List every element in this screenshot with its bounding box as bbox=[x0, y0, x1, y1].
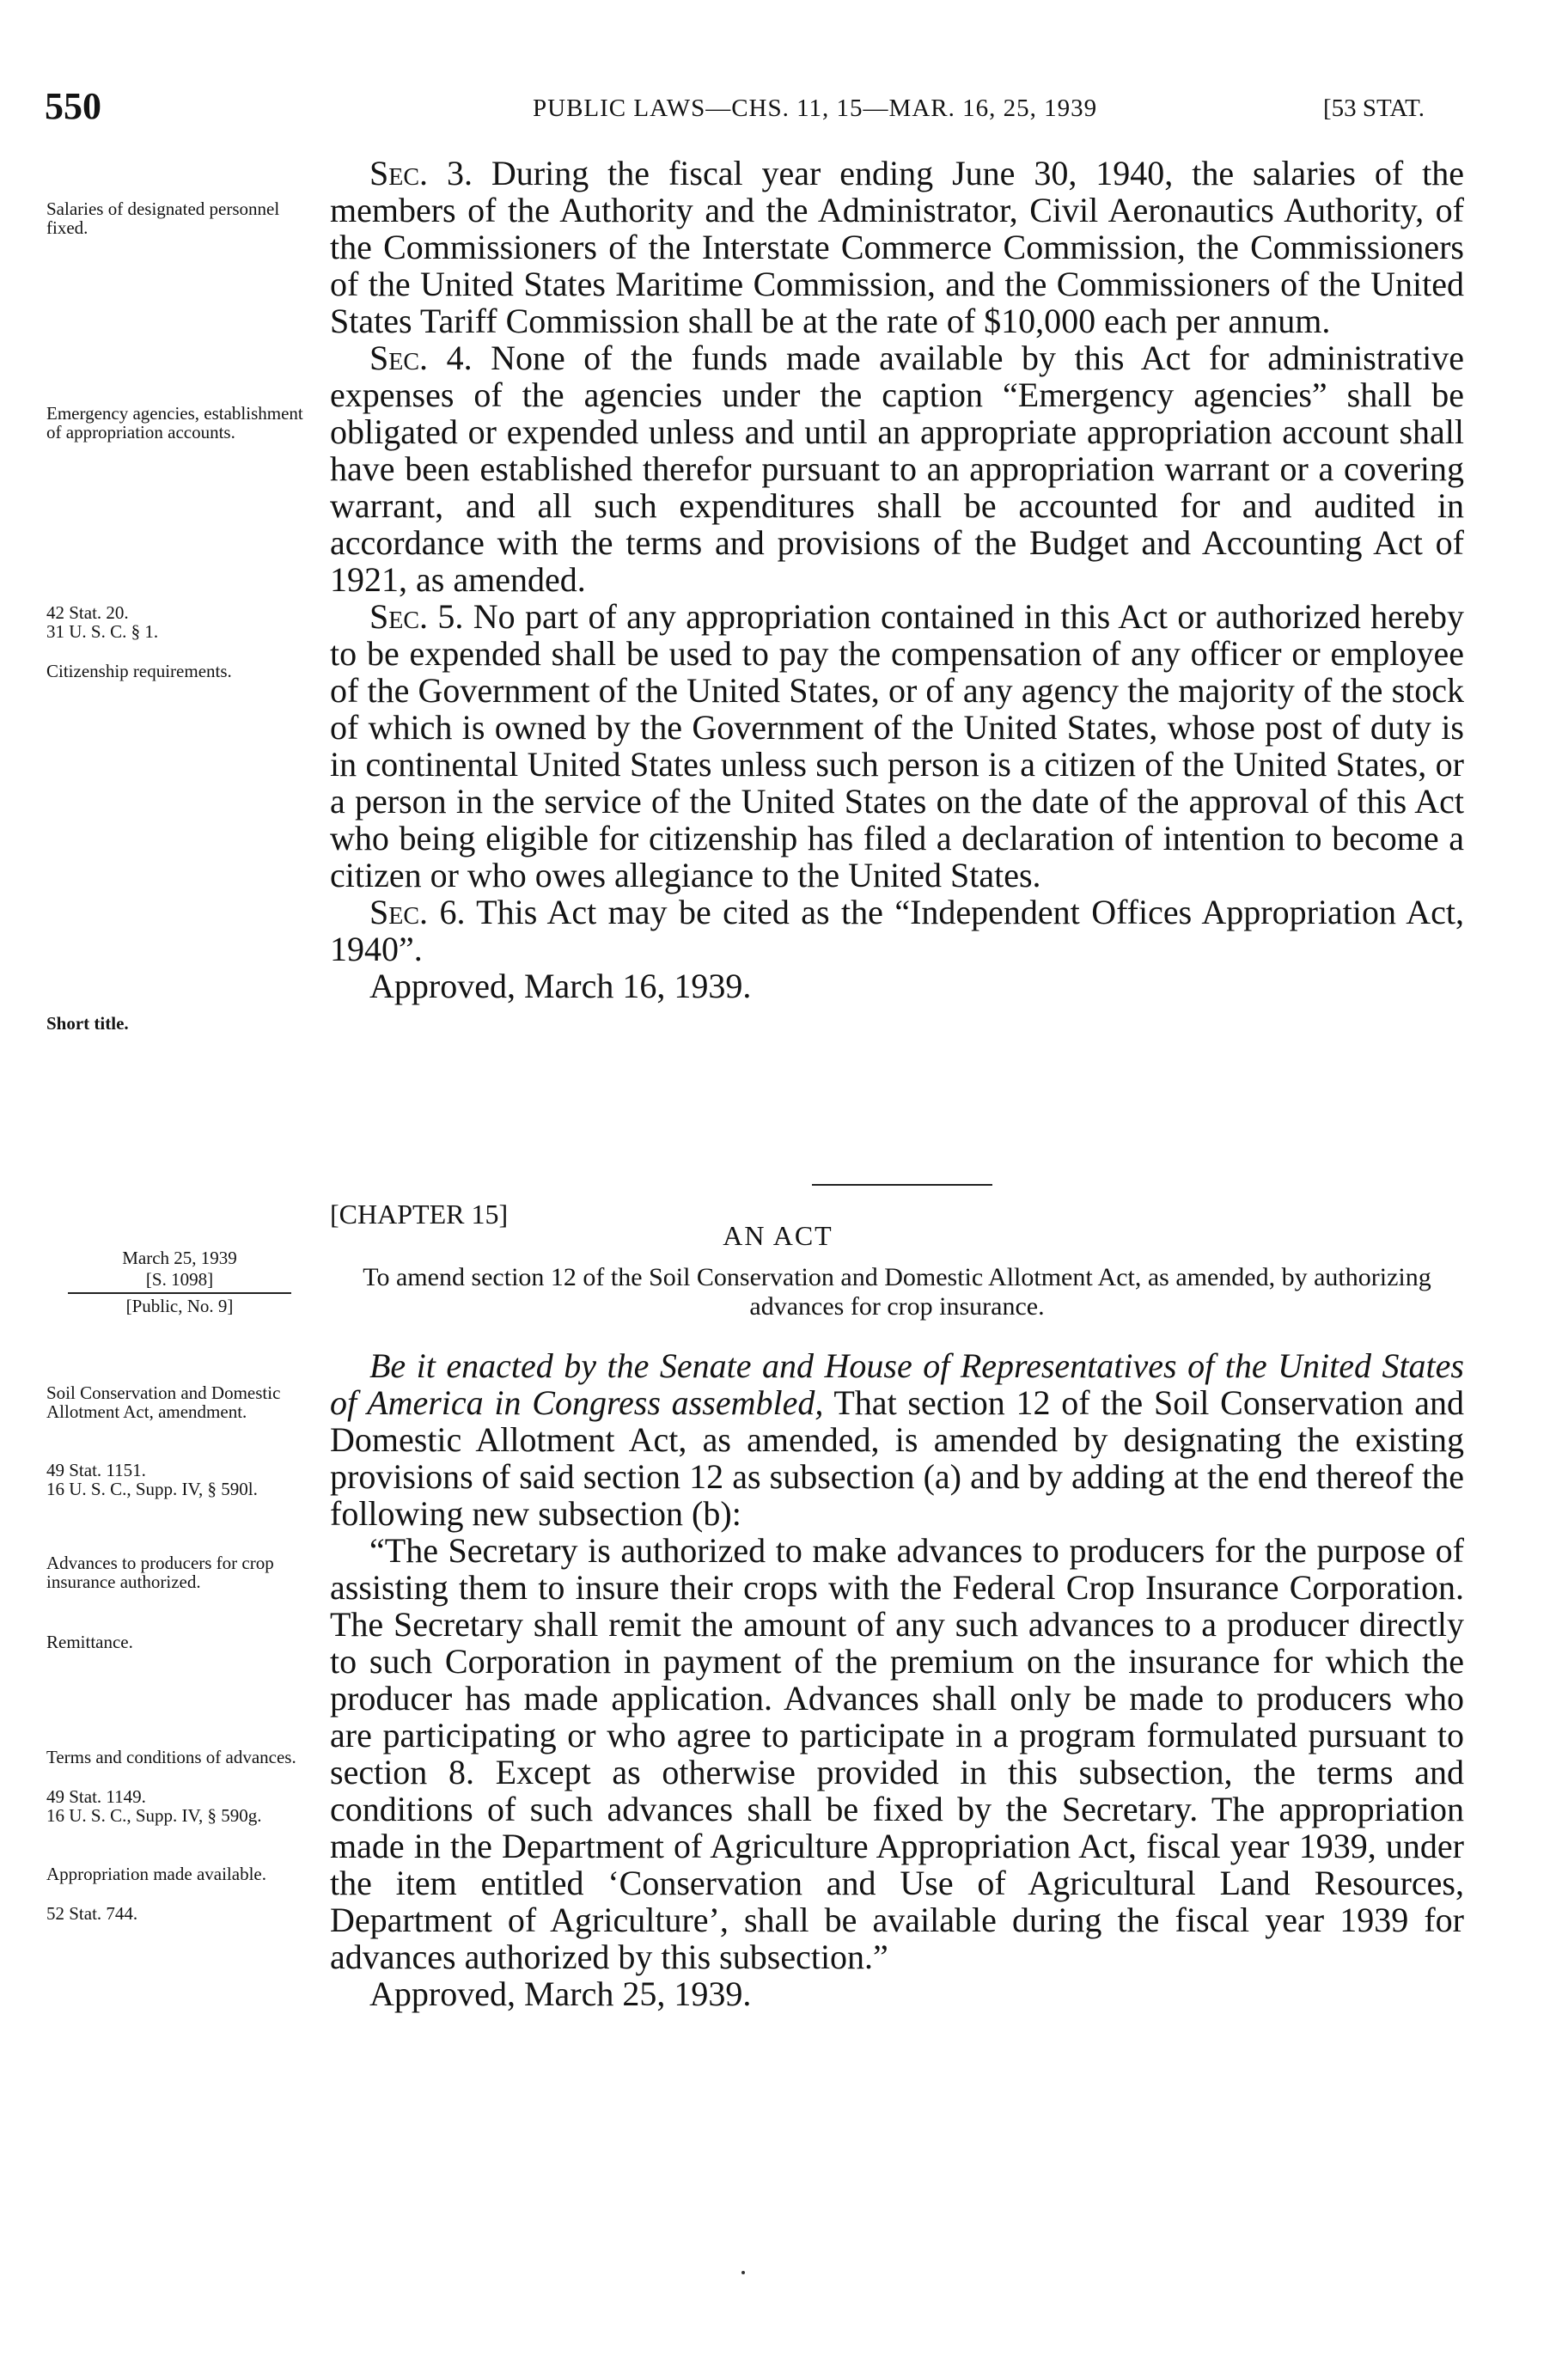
margin-note-stat-ref: 52 Stat. 744. bbox=[46, 1903, 138, 1924]
volume-reference: [53 STAT. bbox=[1323, 95, 1425, 122]
approval-line: Approved, March 25, 1939. bbox=[369, 1974, 752, 2013]
margin-note-usc-ref: 16 U. S. C., Supp. IV, § 590g. bbox=[46, 1805, 262, 1826]
section-text: No part of any appropriation contained in this Act or authorized hereby to be expended shall be used to pay the compensation of any officer or employee of the Government of the United States, or of any agency the majority of the stock of which is owned by the Government of the United States, whose post of duty is in continental United States unless such person is a citizen of the United States, or a person in the service of the United States on the date of the approval of this Act who being eligible for citizenship has filed a declaration of intention to become a citizen or who owes allegiance to the United States. bbox=[330, 597, 1464, 894]
section-label: Sec. 5. bbox=[369, 597, 464, 636]
section-text: None of the funds made available by this Act for administrative expenses of the agencies under the caption “Emergency agencies” shall be obligated or expended unless and until an appropriate appropriation account shall have been established therefor pursuant to an appropriation warrant or a covering warrant, and all such expenditures shall be accounted for and audited in accordance with the terms and provisions of the Budget and Accounting Act of 1921, as amended. bbox=[330, 339, 1465, 599]
printer-mark bbox=[741, 2271, 745, 2274]
page-number: 550 bbox=[45, 85, 101, 127]
act-title: AN ACT bbox=[723, 1220, 833, 1251]
act-continuation bbox=[330, 155, 1464, 1004]
chapter-divider bbox=[812, 1184, 992, 1186]
section-6 bbox=[330, 894, 1464, 967]
act-description: To amend section 12 of the Soil Conservation and Domestic Allotment Act, as amended, by authorizing advances for crop insurance. bbox=[363, 1263, 1431, 1321]
section-4 bbox=[330, 339, 1464, 598]
margin-note-usc-ref: 31 U. S. C. § 1. bbox=[46, 621, 159, 642]
margin-note-usc-ref: 16 U. S. C., Supp. IV, § 590l. bbox=[46, 1479, 258, 1499]
enacting-text: That section 12 of the Soil Conservation and Domestic Allotment Act, as amended, is amended by designating the existing provisions of said section 12 as subsection (a) and by adding at the end thereof the following new subsection (b): bbox=[330, 1383, 1464, 1533]
enacting-formula: Be it enacted by the Senate and House of Representatives of the United States of America in Congress assembled, bbox=[330, 1346, 1464, 1422]
margin-note-terms: Terms and conditions of advances. bbox=[46, 1747, 296, 1767]
public-law-number: [Public, No. 9] bbox=[125, 1296, 234, 1316]
running-head bbox=[0, 84, 1556, 127]
section-5 bbox=[330, 598, 1464, 894]
margin-note-stat-ref: 49 Stat. 1149. bbox=[46, 1786, 146, 1807]
margin-note-soil-conservation: Soil Conservation and Domestic Allotment Act, amendment. bbox=[46, 1382, 281, 1422]
section-text: This Act may be cited as the “Independent Offices Appropriation Act, 1940”. bbox=[330, 893, 1464, 968]
section-label: Sec. 6. bbox=[369, 893, 466, 931]
margin-note-citizenship: Citizenship requirements. bbox=[46, 661, 232, 681]
margin-note-salaries: Salaries of designated personnel fixed. bbox=[46, 198, 280, 238]
running-head-title: PUBLIC LAWS—CHS. 11, 15—MAR. 16, 25, 1939 bbox=[533, 95, 1098, 122]
margin-note-remittance: Remittance. bbox=[46, 1632, 133, 1652]
margin-note-stat-ref: 42 Stat. 20. bbox=[46, 602, 129, 623]
act-body bbox=[330, 1347, 1464, 2012]
enacting-clause bbox=[330, 1347, 1464, 1532]
senate-bill-number: [S. 1098] bbox=[145, 1269, 214, 1290]
act-date: March 25, 1939 bbox=[122, 1248, 237, 1268]
chapter-heading: [CHAPTER 15] bbox=[330, 1199, 509, 1230]
margin-note-advances: Advances to producers for crop insurance authorized. bbox=[46, 1553, 274, 1592]
margin-note-emergency: Emergency agencies, establishment of appropriation accounts. bbox=[46, 403, 303, 442]
margin-note-short-title: Short title. bbox=[46, 1013, 129, 1034]
margin-note-stat-ref: 49 Stat. 1151. bbox=[46, 1460, 146, 1480]
section-label: Sec. 3. bbox=[369, 154, 473, 192]
date-divider bbox=[68, 1292, 291, 1294]
approval-line: Approved, March 16, 1939. bbox=[369, 967, 752, 1005]
section-3 bbox=[330, 155, 1464, 339]
quoted-subsection: “The Secretary is authorized to make advances to producers for the purpose of assisting them to insure their crops with the Federal Crop Insurance Corporation. The Secretary shall remit the amount of any such advances to a producer directly to such Corporation in payment of the premium on the insurance for which the producer has made application. Advances shall only be made to producers who are participating or who agree to participate in a program formulated pursuant to section 8. Except as otherwise provided in this subsection, the terms and conditions of such advances shall be fixed by the Secretary. The appropriation made in the Department of Agriculture Appropriation Act, fiscal year 1939, under the item entitled ‘Conservation and Use of Agricultural Land Resources, Department of Agriculture’, shall be available during the fiscal year 1939 for advances authorized by this subsection.” bbox=[330, 1531, 1464, 1976]
margin-note-appropriation: Appropriation made available. bbox=[46, 1864, 266, 1884]
section-label: Sec. 4. bbox=[369, 339, 473, 377]
act-date-block bbox=[46, 1248, 313, 1317]
section-text: During the fiscal year ending June 30, 1940, the salaries of the members of the Authority and the Administrator, Civil Aeronautics Authority, of the Commissioners of the Interstate Commerce Commission, the Commissioners of the United States Maritime Commission, and the Commissioners of the United States Tariff Commission shall be at the rate of $10,000 each per annum. bbox=[330, 154, 1464, 340]
